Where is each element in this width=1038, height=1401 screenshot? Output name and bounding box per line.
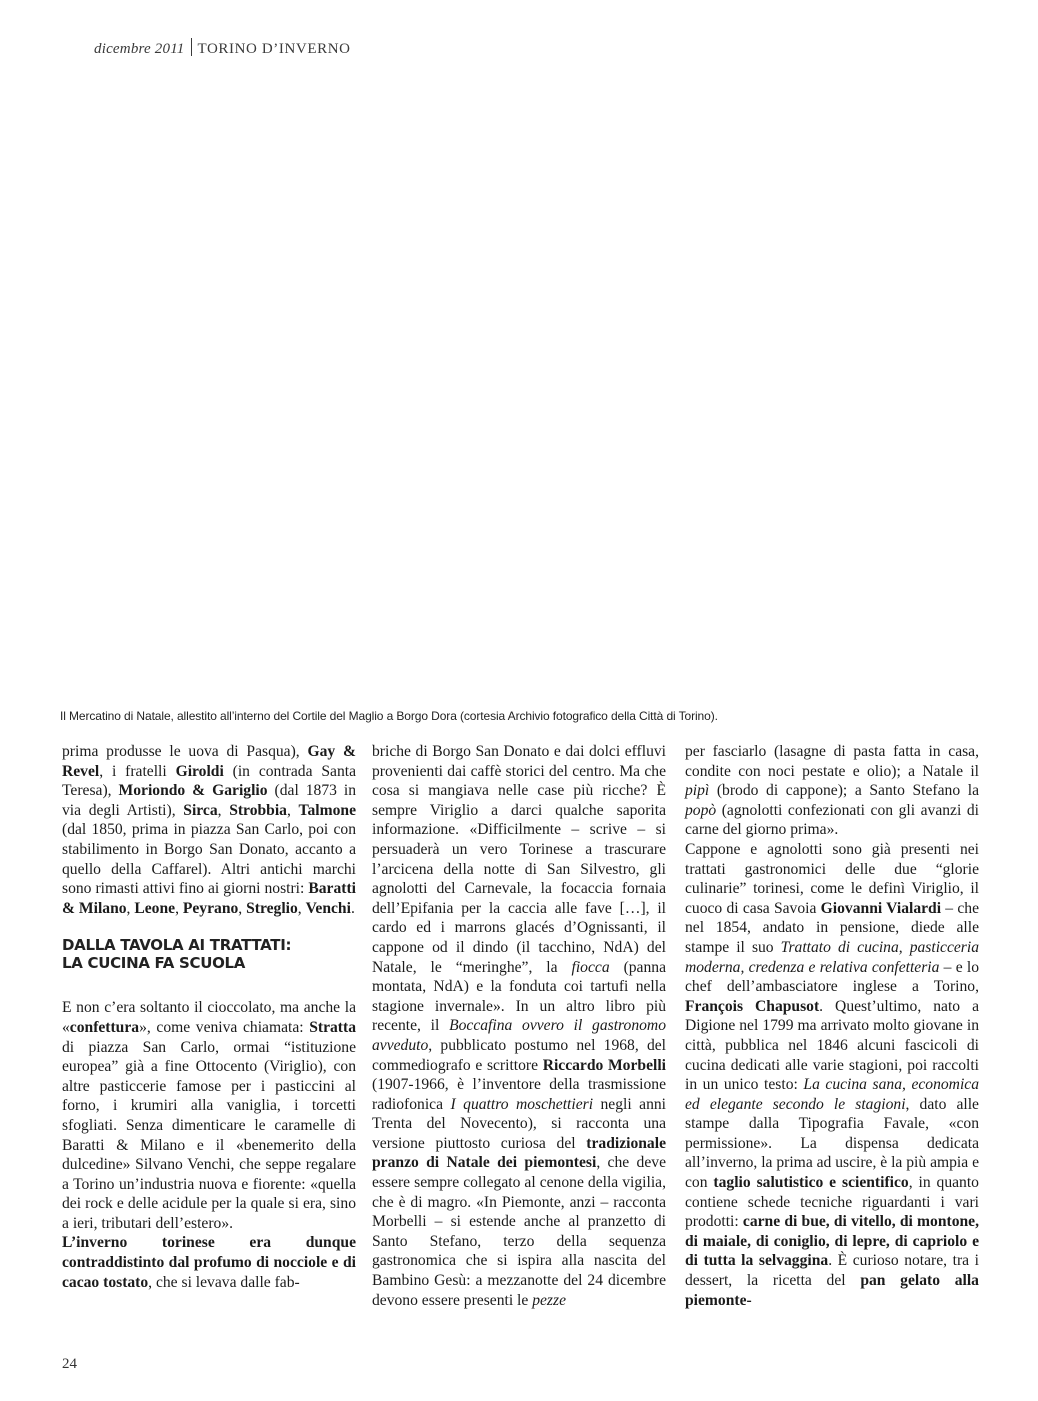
paragraph <box>62 742 356 918</box>
bold-run: Giovanni Vialardi <box>820 899 942 917</box>
paragraph <box>685 840 979 1310</box>
bold-run: carne di bue, di vitello, di montone, di maiale, di coniglio, di lepre, di capriolo e di tutta la selvaggina <box>685 1213 979 1270</box>
italic-run: pezze <box>532 1291 566 1309</box>
text-run: (dal 1850, prima in piazza San Carlo, poi con stabilimento in Borgo San Donato, accanto a quello della Caffarel). Altri antichi marchi sono rimasti attivi fino ai giorni nostri: <box>62 821 356 898</box>
text-run: , che deve essere sempre collegato al cenone della vigilia, che è di magro. «In Piemonte, anzi – racconta Morbelli – si estende anche al pranzetto di Santo Stefano, terzo della sequenza gastronomica che si ispira alla nascita del Bambino Gesù: a mezzanotte del 24 dicembre devono essere presenti le <box>372 1154 666 1309</box>
bold-run: Riccardo Morbelli <box>542 1056 666 1074</box>
text-column-1 <box>62 742 356 1292</box>
bold-run: Moriondo & Gariglio <box>118 782 268 800</box>
text-run: (agnolotti confezionati con gli avanzi di carne del giorno prima». <box>685 801 979 839</box>
text-run: – che nel 1854, andato in pensione, diede alle stampe il suo <box>685 899 979 956</box>
bold-run: confettura <box>69 1018 140 1036</box>
text-run: briche di Borgo San Donato e dai dolci effluvi provenienti dai caffè storici del centro. Ma che cosa si mangiava nelle case più ricche? È sempre Viriglio a darci qualche saporita informazione. «Difficilmente – scrive – si persuaderà un vero Torinese a trascurare l’arcicena della notte di San Silvestro, gli agnolotti del Carnevale, la focaccia fornaia dell’Epifania per la caccia alle fave […], il cardo ed i marrons glacés d’Ognissanti, il cappone od il dindo (il tacchino, NdA) del Natale, le “meringhe”, la <box>372 743 666 976</box>
text-run: , i fratelli <box>99 762 176 780</box>
bold-run: Leone <box>134 899 176 917</box>
bold-run: Sirca <box>183 801 218 819</box>
bold-run: taglio salutistico e scientifico <box>713 1174 909 1192</box>
italic-run: La cucina sana, economica ed elegante secondo le stagioni <box>685 1076 979 1113</box>
photo-caption: Il Mercatino di Natale, allestito all’interno del Cortile del Maglio a Borgo Dora (cortesia Archivio fotografico della Città di Torino). <box>60 709 718 723</box>
italic-run: I quattro moschettieri <box>450 1095 594 1113</box>
paragraph <box>62 1233 356 1292</box>
text-run: prima produsse le uova di Pasqua), <box>62 743 308 760</box>
bold-run: Stratta <box>309 1018 356 1036</box>
text-run: , dato alle stampe dalla Tipografia Favale, «con permissione». La dispensa dedicata all’inverno, la prima ad uscire, è la più ampia e con <box>685 1095 979 1192</box>
paragraph <box>685 742 979 840</box>
bold-run: Talmone <box>298 801 356 819</box>
bold-run: pan gelato alla piemonte- <box>685 1272 979 1309</box>
text-run: negli anni Trenta del Novecento), si racconta una versione piuttosto curiosa del <box>372 1095 667 1152</box>
text-run: (in contrada Santa Teresa), <box>62 762 356 800</box>
issue-date: dicembre 2011 <box>94 41 185 57</box>
page-number: 24 <box>62 1356 77 1372</box>
text-run: (brodo di cappone); a Santo Stefano la <box>709 782 979 800</box>
italic-run: fiocca <box>571 958 610 976</box>
text-run: (dal 1873 in via degli Artisti), <box>62 782 357 819</box>
text-run: . È curioso notare, tra i dessert, la ricetta del <box>685 1252 979 1290</box>
text-run: , <box>238 899 247 917</box>
italic-run: pipì <box>685 782 710 800</box>
header-divider <box>191 38 192 56</box>
text-run: , in quanto contiene schede tecniche riguardanti i vari prodotti: <box>685 1174 979 1231</box>
bold-run: François Chapusot <box>685 997 820 1015</box>
text-run: per fasciarlo (lasagne di pasta fatta in casa, condite con noci pestate e olio); a Natale il <box>685 743 979 780</box>
text-run: (1907-1966, è l’inventore della trasmissione radiofonica <box>372 1076 666 1113</box>
photo-placeholder <box>60 66 980 698</box>
paragraph <box>62 998 356 1233</box>
section-heading-line: DALLA TAVOLA AI TRATTATI: <box>62 936 292 955</box>
bold-run: Venchi <box>305 899 351 917</box>
text-run: , <box>297 899 306 917</box>
text-run: , <box>175 899 183 917</box>
text-run: Cappone e agnolotti sono già presenti nei trattati gastronomici delle due “glorie culinarie” torinesi, come le definì Viriglio, il cuoco di casa Savoia <box>685 840 979 917</box>
text-run: (panna montata, NdA) e la fonduta coi tartufi nella stagione invernale». In un altro libro più recente, il <box>372 958 666 1035</box>
text-run: – e lo chef dell’ambasciatore inglese a Torino, <box>685 958 979 996</box>
section-title: TORINO D’INVERNO <box>197 41 351 57</box>
text-run: , <box>286 801 299 819</box>
bold-run: Peyrano <box>182 899 239 917</box>
text-run: , pubblicato postumo nel 1968, del commediografo e scrittore <box>372 1036 666 1074</box>
section-heading <box>62 936 356 972</box>
section-heading-line: LA CUCINA FA SCUOLA <box>62 954 246 973</box>
italic-run: Trattato di cucina, pasticceria moderna, credenza e relativa confetteria <box>685 938 979 976</box>
text-run: di piazza San Carlo, ormai “istituzione europea” già a fine Ottocento (Viriglio), con altre pasticcerie famose per i pasticcini al forno, i krumiri alla vaniglia, i torcetti sfogliati. Senza dimenticare le caramelle di Baratti & Milano e il «benemerito della dulcedine» Silvano Venchi, che seppe regalare a Torino un’industria nuova e fiorente: «quella dei rock e delle acidule per la quale si era, sino a ieri, tributari dell’estero». <box>62 1038 356 1232</box>
text-column-2 <box>372 742 666 1310</box>
paragraph <box>372 742 666 1310</box>
text-run: , <box>126 899 135 917</box>
bold-run: Giroldi <box>175 762 224 780</box>
bold-run: Gay & Revel <box>62 743 356 780</box>
text-run: , <box>217 801 230 819</box>
italic-run: popò <box>685 801 717 819</box>
bold-run: Streglio <box>246 899 298 917</box>
bold-run: L’inverno torinese era dunque contraddistinto dal profumo di nocciole e di cacao tostato <box>62 1234 356 1291</box>
bold-run: Strobbia <box>229 801 287 819</box>
italic-run: Boccafina ovvero il gastronomo avveduto <box>372 1017 666 1054</box>
text-run: », come veniva chiamata: <box>139 1018 310 1036</box>
text-run: . <box>350 899 355 917</box>
running-head <box>94 38 351 58</box>
text-column-3 <box>685 742 979 1310</box>
text-run: E non c’era soltanto il cioccolato, ma anche la « <box>62 999 356 1036</box>
text-run: , che si levava dalle fab- <box>148 1273 300 1291</box>
bold-run: Baratti & Milano <box>62 880 356 917</box>
bold-run: tradizionale pranzo di Natale dei piemontesi <box>372 1134 666 1172</box>
text-run: . Quest’ultimo, nato a Digione nel 1799 ma arrivato molto giovane in città, pubblica nel 1846 alcuni fascicoli di cucina dedicati alle varie stagioni, poi raccolti in un unico testo: <box>685 997 979 1094</box>
